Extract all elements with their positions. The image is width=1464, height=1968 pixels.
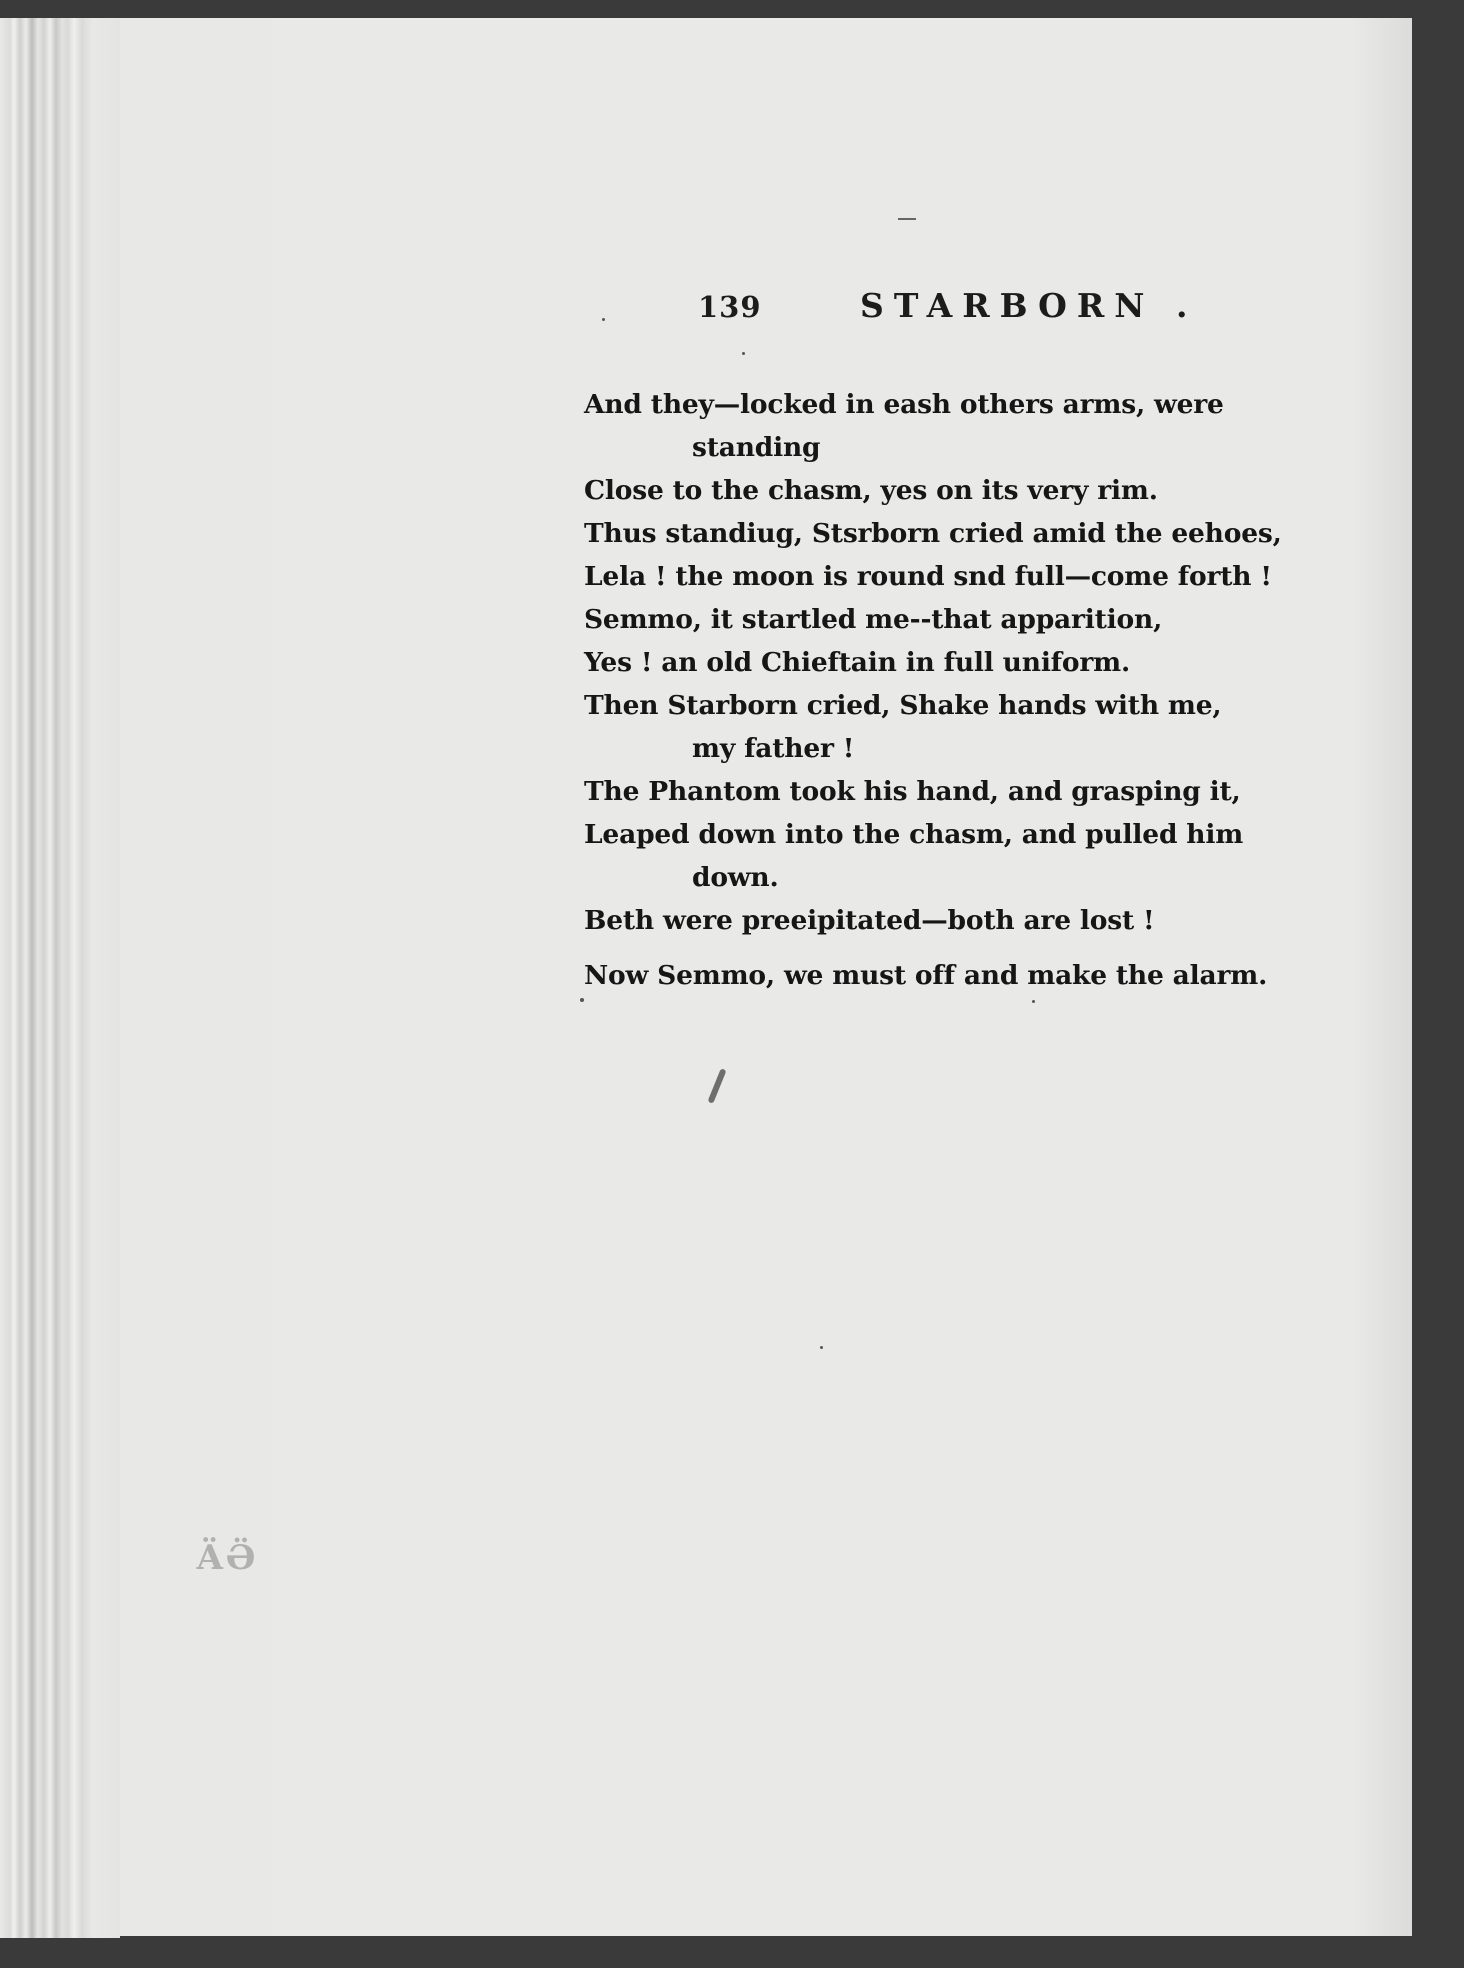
poem-line: Lela ! the moon is round snd full—come forth ! (584, 561, 1272, 592)
poem-line: Close to the chasm, yes on its very rim. (584, 475, 1158, 506)
running-title: STARBORN . (860, 286, 1198, 325)
stray-dash-mark (898, 218, 916, 220)
poem-line: Semmo, it startled me--that apparition, (584, 604, 1163, 635)
pencil-mark (707, 1068, 726, 1104)
poem-line: Now Semmo, we must off and make the alarm. (584, 960, 1268, 991)
poem-line: Yes ! an old Chieftain in full uniform. (584, 647, 1130, 678)
poem-line-continuation: down. (692, 862, 779, 893)
poem-line: Leaped down into the chasm, and pulled him (584, 819, 1244, 850)
poem-line: The Phantom took his hand, and grasping it, (584, 776, 1241, 807)
poem-line: Beth were preeipitated—both are lost ! (584, 905, 1155, 936)
page-number: 139 (698, 290, 762, 324)
poem-text (584, 383, 1384, 997)
poem-line: Thus standiug, Stsrborn cried amid the eehoes, (584, 518, 1282, 549)
poem-line: Then Starborn cried, Shake hands with me, (584, 690, 1222, 721)
book-page (272, 18, 1412, 1936)
page-header (272, 276, 1412, 336)
poem-line-continuation: standing (692, 432, 821, 463)
book-page-edges (0, 18, 120, 1938)
poem-line: And they—locked in eash others arms, were (584, 389, 1224, 420)
poem-line-continuation: my father ! (692, 733, 855, 764)
ink-bleed-mark: ӒӚ (196, 1538, 258, 1578)
previous-leaf (120, 18, 292, 1936)
